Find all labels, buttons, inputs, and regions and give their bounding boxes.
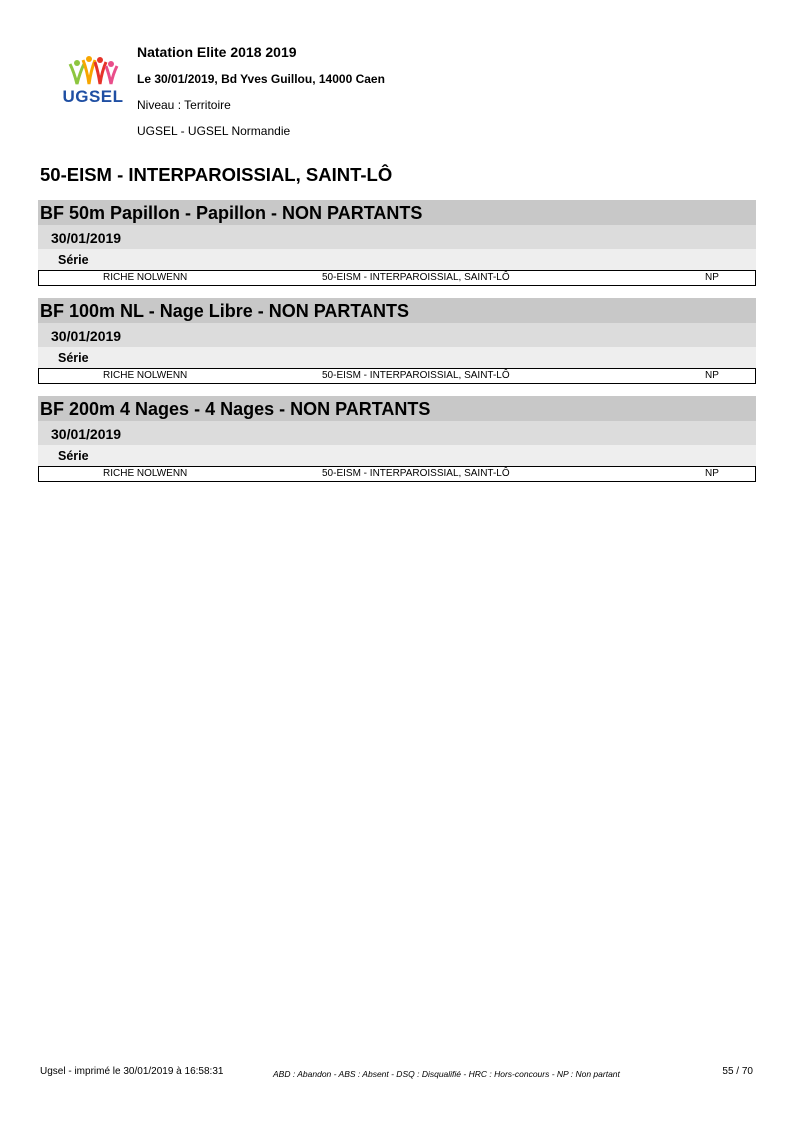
serie-label: Série <box>38 445 756 466</box>
meet-date-location: Le 30/01/2019, Bd Yves Guillou, 14000 Caen <box>137 72 385 86</box>
swimmer-name: RICHE NOLWENN <box>103 272 188 283</box>
club-heading: 50-EISM - INTERPAROISSIAL, SAINT-LÔ <box>40 164 393 185</box>
abbreviation-legend: ABD : Abandon - ABS : Absent - DSQ : Disqualifié - HRC : Hors-concours - NP : Non partant <box>273 1069 620 1079</box>
swimmer-name: RICHE NOLWENN <box>103 370 188 381</box>
print-timestamp: Ugsel - imprimé le 30/01/2019 à 16:58:31 <box>40 1066 224 1077</box>
result-row <box>38 466 756 482</box>
event-title: BF 50m Papillon - Papillon - NON PARTANTS <box>38 200 756 225</box>
swimmer-club: 50-EISM - INTERPAROISSIAL, SAINT-LÔ <box>322 370 510 381</box>
serie-label: Série <box>38 347 756 368</box>
serie-label: Série <box>38 249 756 270</box>
logo-text: UGSEL <box>62 87 124 106</box>
result-row <box>38 368 756 384</box>
ugsel-logo <box>60 54 126 106</box>
meet-level: Niveau : Territoire <box>137 98 231 112</box>
swimmer-result: NP <box>705 468 719 479</box>
meet-organization: UGSEL - UGSEL Normandie <box>137 124 291 138</box>
swimmer-figures-icon <box>60 54 126 88</box>
event-date: 30/01/2019 <box>38 323 756 347</box>
event-block <box>38 200 756 286</box>
swimmer-result: NP <box>705 370 719 381</box>
event-title: BF 100m NL - Nage Libre - NON PARTANTS <box>38 298 756 323</box>
events-list <box>38 200 756 494</box>
swimmer-result: NP <box>705 272 719 283</box>
event-date: 30/01/2019 <box>38 421 756 445</box>
event-date: 30/01/2019 <box>38 225 756 249</box>
swimmer-club: 50-EISM - INTERPAROISSIAL, SAINT-LÔ <box>322 468 510 479</box>
page-number: 55 / 70 <box>722 1066 753 1077</box>
event-title: BF 200m 4 Nages - 4 Nages - NON PARTANTS <box>38 396 756 421</box>
meet-title: Natation Elite 2018 2019 <box>137 44 297 60</box>
result-row <box>38 270 756 286</box>
event-block <box>38 396 756 482</box>
swimmer-club: 50-EISM - INTERPAROISSIAL, SAINT-LÔ <box>322 272 510 283</box>
swimmer-name: RICHE NOLWENN <box>103 468 188 479</box>
event-block <box>38 298 756 384</box>
